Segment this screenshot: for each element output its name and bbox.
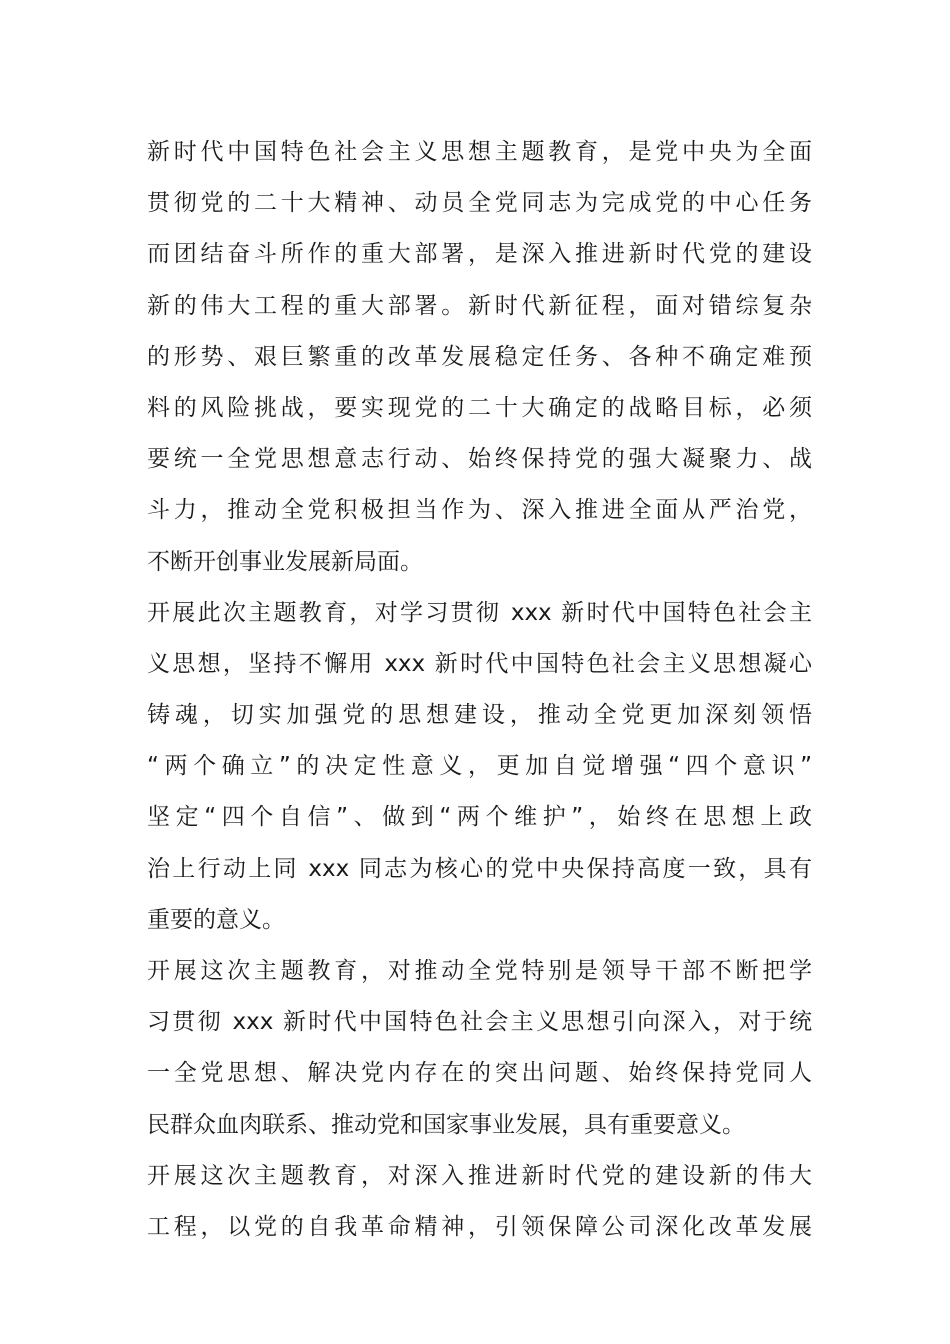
text-line: 治上行动上同 xxx 同志为核心的党中央保持高度一致，具有 [147, 855, 812, 882]
text-line: 新的伟大工程的重大部署。新时代新征程，面对错综复杂 [147, 292, 812, 319]
text-line: 开展此次主题教育，对学习贯彻 xxx 新时代中国特色社会主 [147, 599, 812, 626]
text-line: 习贯彻 xxx 新时代中国特色社会主义思想引向深入，对于统 [147, 1009, 812, 1036]
paragraph-2 [147, 588, 812, 946]
text-line: 而团结奋斗所作的重大部署，是深入推进新时代党的建设 [147, 241, 812, 268]
text-line: 开展这次主题教育，对深入推进新时代党的建设新的伟大 [147, 1162, 812, 1189]
text-line: “两个确立”的决定性意义，更加自觉增强“四个意识” [147, 753, 812, 780]
text-line: 贯彻党的二十大精神、动员全党同志为完成党的中心任务 [147, 190, 812, 217]
text-line: 斗力，推动全党积极担当作为、深入推进全面从严治党， [147, 497, 812, 524]
text-line: 开展这次主题教育，对推动全党特别是领导干部不断把学 [147, 958, 812, 984]
text-line: 民群众血肉联系、推动党和国家事业发展，具有重要意义。 [147, 1111, 745, 1138]
text-line: 一全党思想、解决党内存在的突出问题、始终保持党同人 [147, 1060, 812, 1087]
paragraph-1 [147, 127, 812, 588]
document-body [147, 127, 812, 1253]
paragraph-4 [147, 1151, 812, 1253]
text-line: 要统一全党思想意志行动、始终保持党的强大凝聚力、战 [147, 446, 812, 473]
text-line: 坚定“四个自信”、做到“两个维护”，始终在思想上政 [147, 804, 812, 831]
text-line: 的形势、艰巨繁重的改革发展稳定任务、各种不确定难预 [147, 343, 812, 370]
text-line: 料的风险挑战，要实现党的二十大确定的战略目标，必须 [147, 394, 812, 421]
text-line: 义思想，坚持不懈用 xxx 新时代中国特色社会主义思想凝心 [147, 650, 812, 677]
text-line: 工程，以党的自我革命精神，引领保障公司深化改革发展 [147, 1213, 812, 1240]
text-line: 不断开创事业发展新局面。 [147, 548, 423, 575]
paragraph-3 [147, 946, 812, 1151]
text-line: 铸魂，切实加强党的思想建设，推动全党更加深刻领悟 [147, 702, 812, 729]
text-line: 新时代中国特色社会主义思想主题教育，是党中央为全面 [147, 139, 812, 165]
text-line: 重要的意义。 [147, 906, 285, 933]
